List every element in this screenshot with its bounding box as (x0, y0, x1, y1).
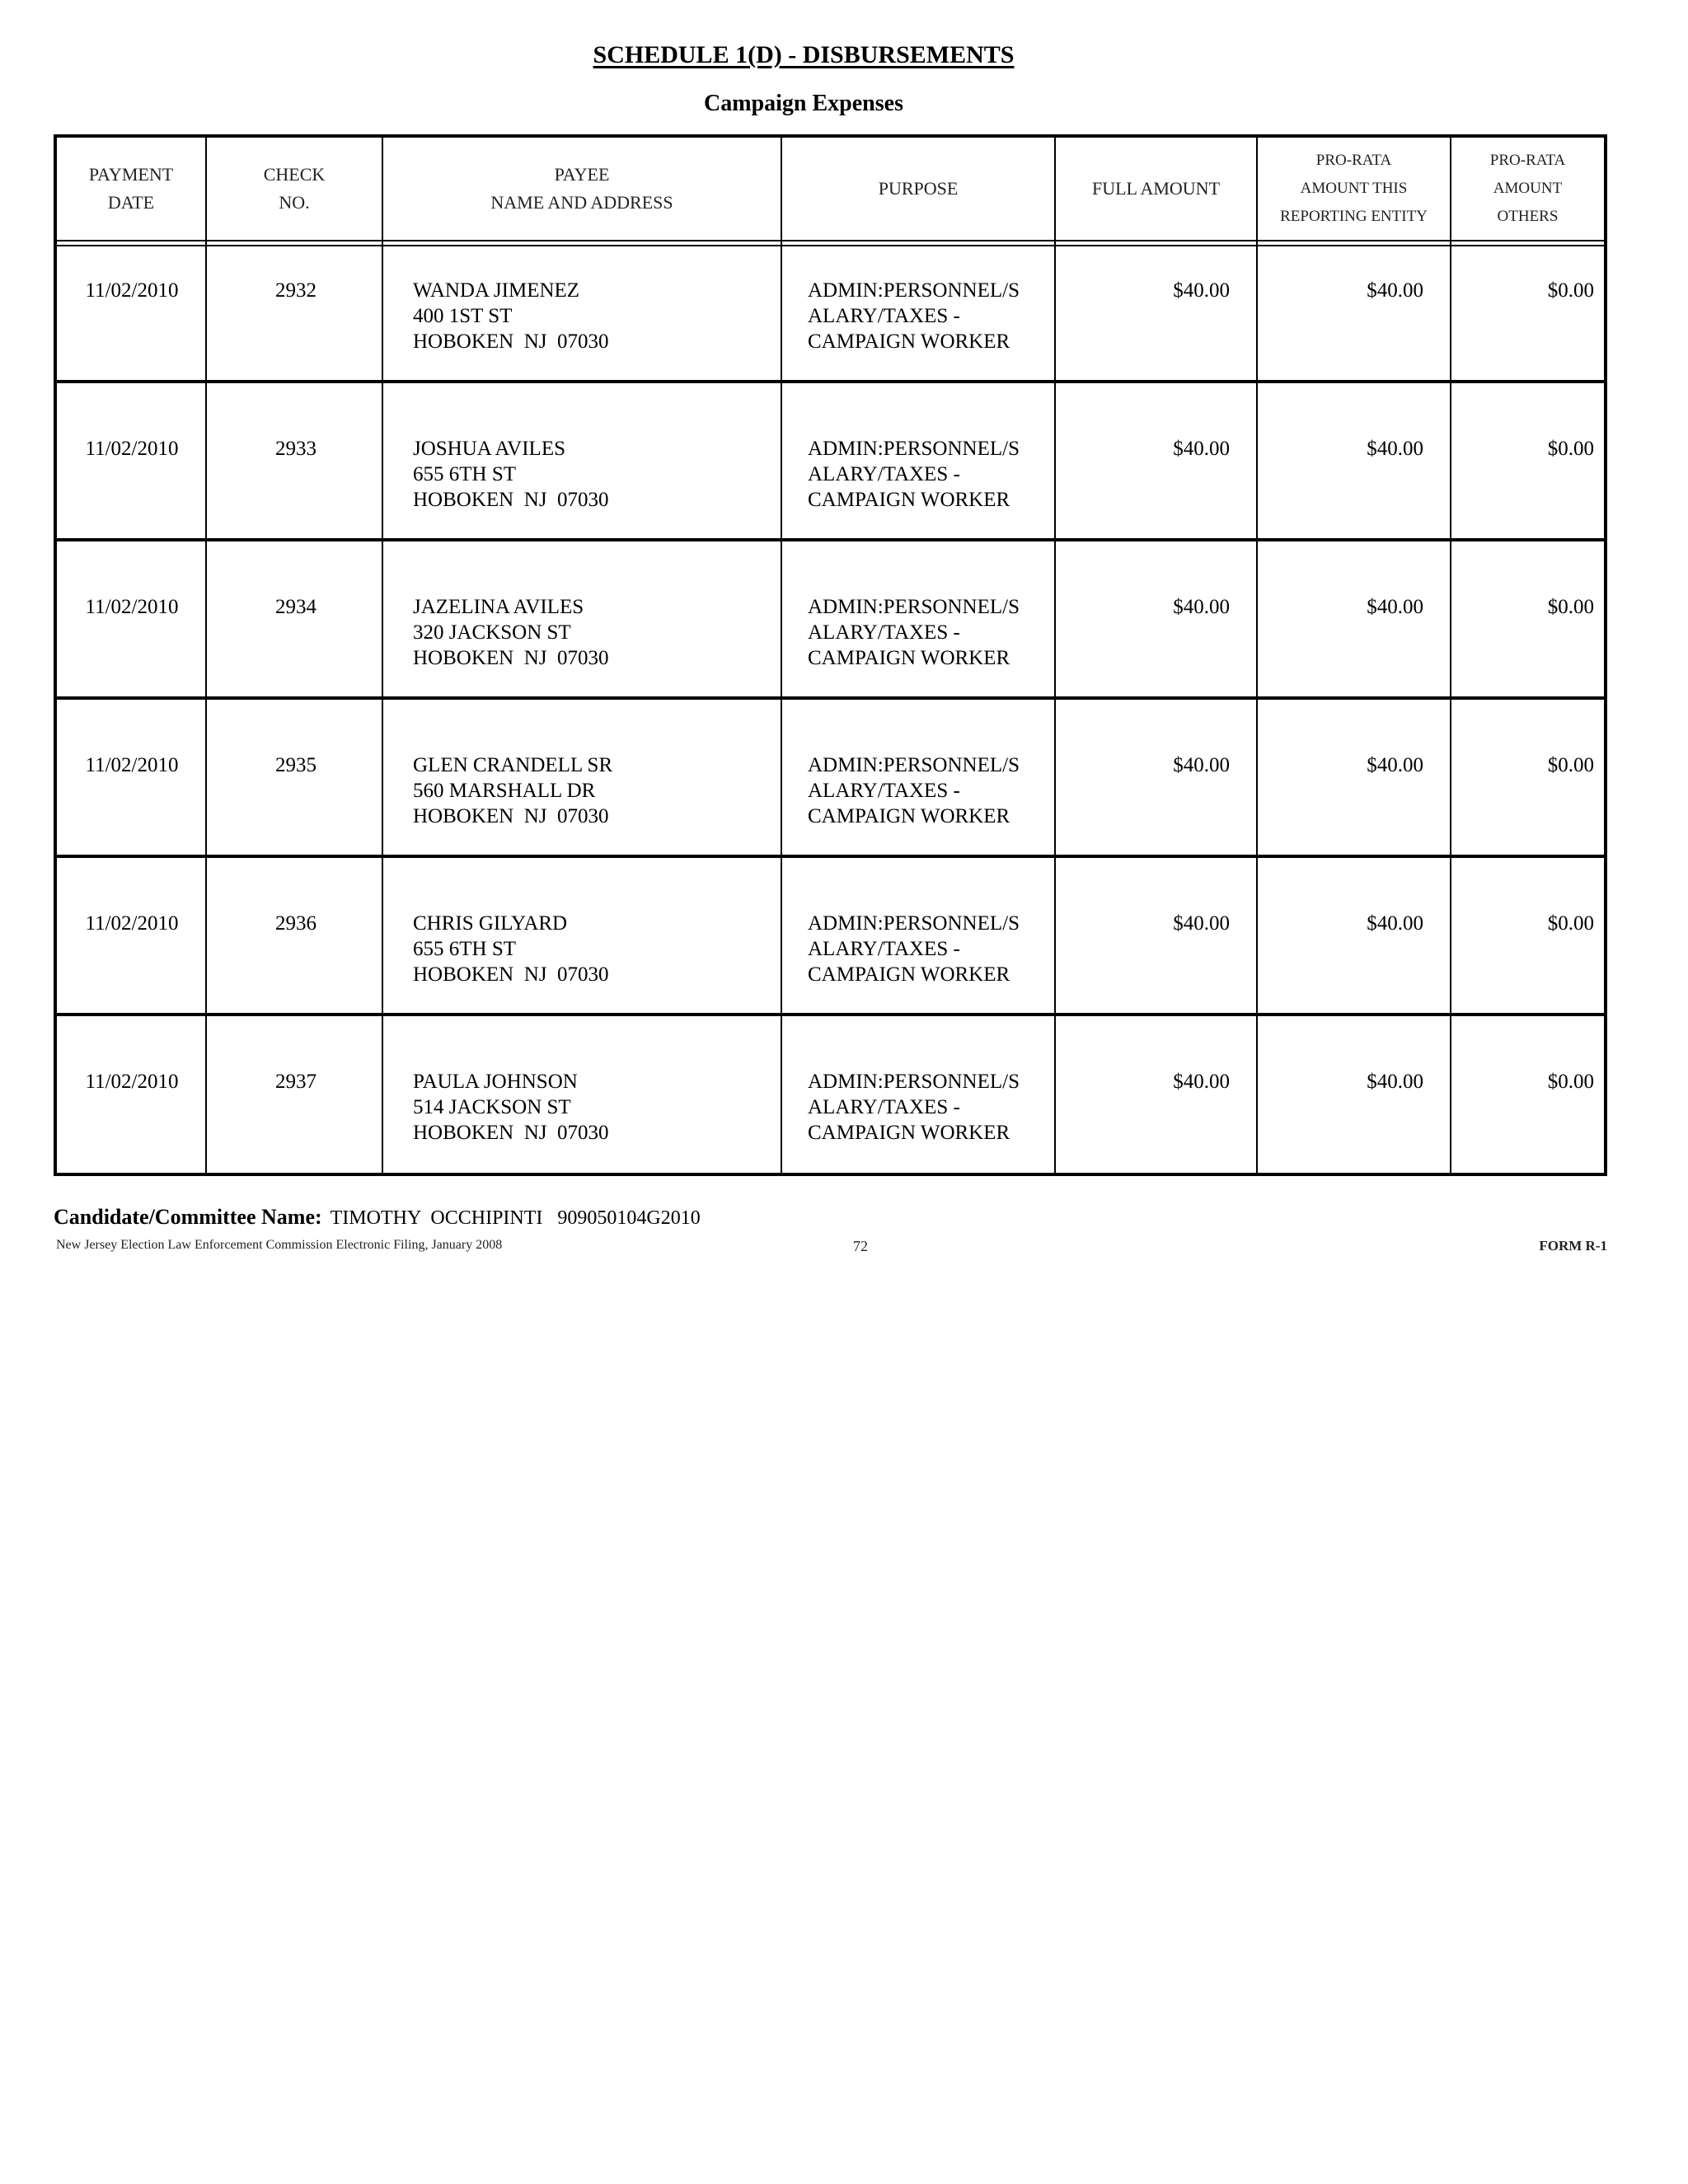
cell-payment-date: 11/02/2010 (85, 912, 179, 935)
cell-full-amount: $40.00 (1173, 279, 1230, 302)
row-divider (57, 855, 1604, 858)
payee-name: JOSHUA AVILES (413, 438, 565, 460)
cell-prorata-entity: $40.00 (1367, 596, 1423, 618)
payee-city: HOBOKEN NJ 07030 (413, 1122, 609, 1144)
cell-payee (413, 436, 609, 513)
header-line: DATE (107, 192, 155, 213)
purpose-line: CAMPAIGN WORKER (808, 963, 1010, 986)
payee-city: HOBOKEN NJ 07030 (413, 330, 609, 353)
cell-check-no: 2932 (275, 279, 316, 302)
cell-prorata-others: $0.00 (1547, 438, 1594, 460)
cell-full-amount: $40.00 (1173, 438, 1230, 460)
purpose-line: CAMPAIGN WORKER (808, 1122, 1010, 1144)
purpose-line: ADMIN:PERSONNEL/S (808, 596, 1020, 618)
column-divider (1256, 138, 1258, 1173)
purpose-line: CAMPAIGN WORKER (808, 647, 1010, 669)
header-line: CHECK (263, 164, 326, 185)
header-divider (57, 240, 1604, 241)
cell-purpose (808, 752, 1020, 829)
cell-prorata-others: $0.00 (1547, 1071, 1594, 1093)
disbursements-table (54, 134, 1607, 1176)
purpose-line: ADMIN:PERSONNEL/S (808, 279, 1020, 302)
cell-prorata-entity: $40.00 (1367, 279, 1423, 302)
cell-check-no: 2934 (275, 596, 316, 618)
cell-payee (413, 278, 609, 354)
header-line: PRO-RATA (1489, 152, 1566, 169)
page-number: 72 (853, 1238, 868, 1254)
payee-name: PAULA JOHNSON (413, 1071, 578, 1093)
purpose-line: ALARY/TAXES - (808, 1096, 960, 1118)
form-id: FORM R-1 (1539, 1238, 1607, 1254)
committee-id: 909050104G2010 (557, 1207, 701, 1229)
header-line: AMOUNT THIS (1300, 180, 1408, 197)
cell-purpose (808, 436, 1020, 513)
header-line: NAME AND ADDRESS (490, 192, 673, 213)
header-payment-date (57, 138, 205, 240)
cell-check-no: 2936 (275, 912, 316, 935)
header-prorata-others (1451, 138, 1604, 240)
cell-payee (413, 911, 609, 987)
cell-purpose (808, 278, 1020, 354)
payee-street: 320 JACKSON ST (413, 621, 571, 644)
payee-city: HOBOKEN NJ 07030 (413, 963, 609, 986)
row-divider (57, 538, 1604, 541)
payee-street: 400 1ST ST (413, 305, 513, 327)
cell-payment-date: 11/02/2010 (85, 596, 179, 618)
cell-full-amount: $40.00 (1173, 754, 1230, 776)
purpose-line: ADMIN:PERSONNEL/S (808, 1071, 1020, 1093)
cell-prorata-entity: $40.00 (1367, 754, 1423, 776)
cell-prorata-others: $0.00 (1547, 279, 1594, 302)
committee-name-value: TIMOTHY OCCHIPINTI (330, 1207, 543, 1229)
row-divider (57, 696, 1604, 700)
cell-prorata-others: $0.00 (1547, 912, 1594, 935)
payee-name: CHRIS GILYARD (413, 912, 568, 935)
cell-purpose (808, 911, 1020, 987)
purpose-line: ADMIN:PERSONNEL/S (808, 754, 1020, 776)
payee-city: HOBOKEN NJ 07030 (413, 489, 609, 511)
purpose-line: ADMIN:PERSONNEL/S (808, 438, 1020, 460)
schedule-subtitle: Campaign Expenses (704, 91, 903, 116)
cell-prorata-entity: $40.00 (1367, 912, 1423, 935)
header-full-amount (1056, 138, 1256, 240)
cell-prorata-others: $0.00 (1547, 754, 1594, 776)
header-line: PAYEE (554, 164, 610, 185)
commission-footer-text: New Jersey Election Law Enforcement Commission Electronic Filing, January 2008 (56, 1238, 503, 1252)
cell-check-no: 2935 (275, 754, 316, 776)
row-divider (57, 380, 1604, 383)
header-line: PURPOSE (878, 178, 959, 199)
purpose-line: ALARY/TAXES - (808, 621, 960, 644)
payee-street: 514 JACKSON ST (413, 1096, 571, 1118)
cell-payee (413, 594, 609, 671)
cell-full-amount: $40.00 (1173, 596, 1230, 618)
header-line: REPORTING ENTITY (1280, 208, 1428, 225)
cell-payment-date: 11/02/2010 (85, 1071, 179, 1093)
cell-check-no: 2937 (275, 1071, 316, 1093)
cell-prorata-others: $0.00 (1547, 596, 1594, 618)
header-payee (383, 138, 781, 240)
cell-check-no: 2933 (275, 438, 316, 460)
payee-street: 560 MARSHALL DR (413, 780, 596, 802)
committee-name-line (54, 1205, 701, 1230)
header-prorata-entity (1258, 138, 1450, 240)
cell-prorata-entity: $40.00 (1367, 438, 1423, 460)
cell-payment-date: 11/02/2010 (85, 279, 179, 302)
payee-name: JAZELINA AVILES (413, 596, 584, 618)
cell-payment-date: 11/02/2010 (85, 754, 179, 776)
payee-street: 655 6TH ST (413, 938, 516, 960)
row-divider (57, 1013, 1604, 1016)
schedule-title: SCHEDULE 1(D) - DISBURSEMENTS (593, 41, 1015, 68)
header-line: FULL AMOUNT (1091, 178, 1221, 199)
header-line: PAYMENT (88, 164, 174, 185)
purpose-line: CAMPAIGN WORKER (808, 330, 1010, 353)
purpose-line: ALARY/TAXES - (808, 780, 960, 802)
header-line: PRO-RATA (1315, 152, 1392, 169)
purpose-line: ALARY/TAXES - (808, 938, 960, 960)
cell-full-amount: $40.00 (1173, 912, 1230, 935)
cell-payee (413, 752, 612, 829)
cell-purpose (808, 1069, 1020, 1146)
header-line: AMOUNT (1493, 180, 1563, 197)
payee-city: HOBOKEN NJ 07030 (413, 647, 609, 669)
committee-name-label: Candidate/Committee Name: (54, 1205, 322, 1229)
purpose-line: ALARY/TAXES - (808, 305, 960, 327)
column-divider (1450, 138, 1451, 1173)
payee-name: GLEN CRANDELL SR (413, 754, 613, 776)
purpose-line: ADMIN:PERSONNEL/S (808, 912, 1020, 935)
payee-city: HOBOKEN NJ 07030 (413, 805, 609, 827)
header-line: OTHERS (1497, 208, 1559, 225)
payee-name: WANDA JIMENEZ (413, 279, 580, 302)
cell-payment-date: 11/02/2010 (85, 438, 179, 460)
cell-purpose (808, 594, 1020, 671)
purpose-line: CAMPAIGN WORKER (808, 805, 1010, 827)
header-check-no (207, 138, 382, 240)
purpose-line: ALARY/TAXES - (808, 463, 960, 485)
cell-payee (413, 1069, 609, 1146)
cell-prorata-entity: $40.00 (1367, 1071, 1423, 1093)
header-purpose (782, 138, 1054, 240)
payee-street: 655 6TH ST (413, 463, 516, 485)
cell-full-amount: $40.00 (1173, 1071, 1230, 1093)
header-divider (57, 245, 1604, 246)
purpose-line: CAMPAIGN WORKER (808, 489, 1010, 511)
column-divider (781, 138, 782, 1173)
header-line: NO. (279, 192, 310, 213)
column-divider (1054, 138, 1056, 1173)
